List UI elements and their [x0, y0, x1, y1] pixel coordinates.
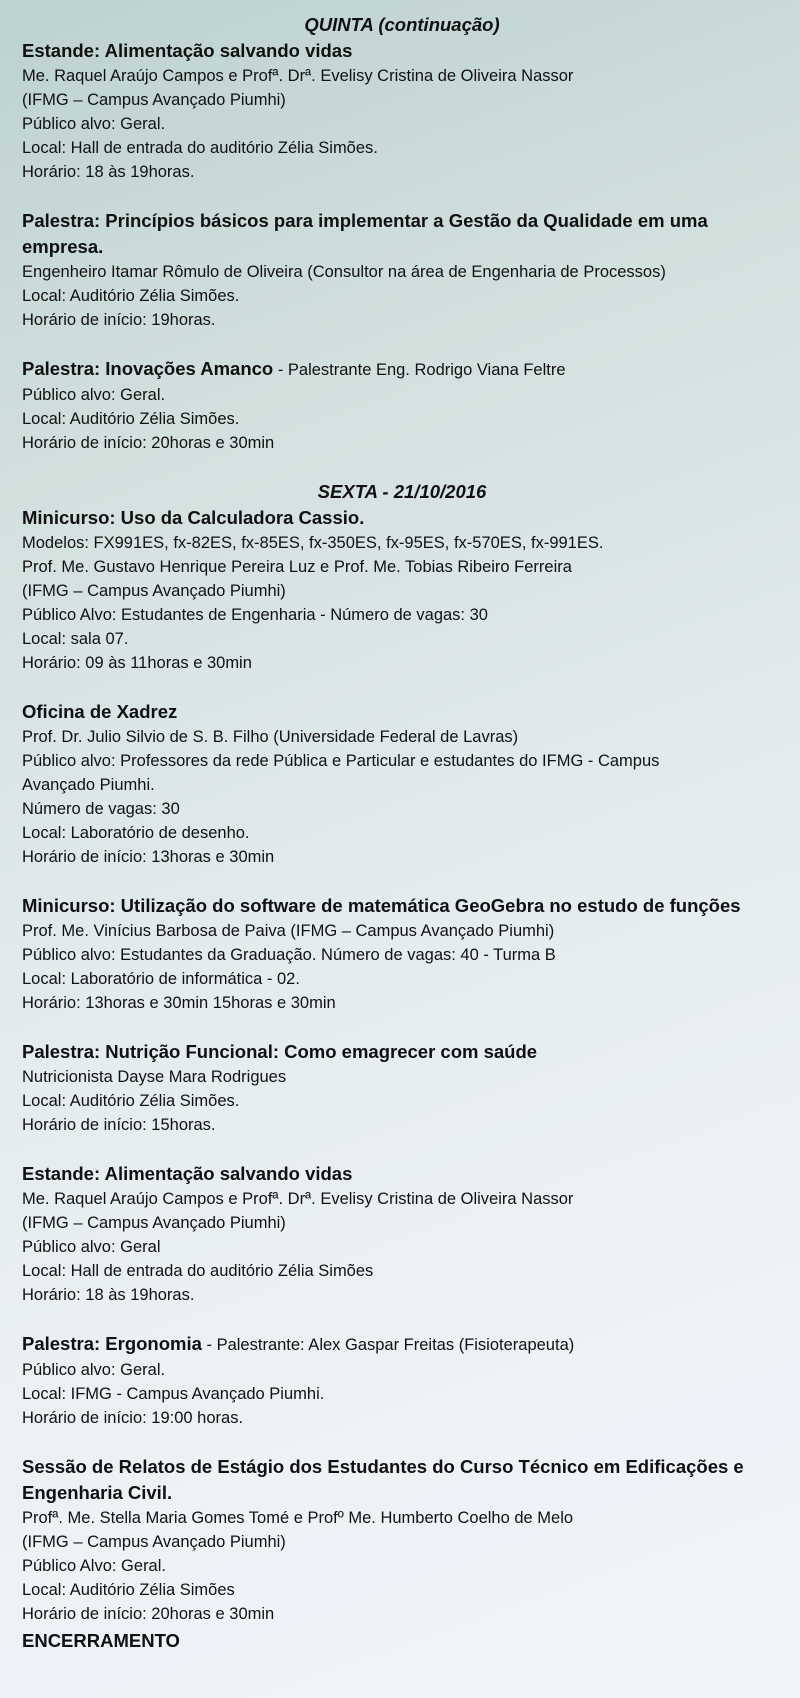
event-audience-continued: Avançado Piumhi.	[22, 776, 155, 794]
event-location: Local: Hall de entrada do auditório Zélia Simões	[22, 1262, 374, 1280]
event-institution: (IFMG – Campus Avançado Piumhi)	[22, 1214, 286, 1232]
event-time: Horário: 13horas e 30min 15horas e 30min	[22, 994, 336, 1012]
event-location: Local: Auditório Zélia Simões	[22, 1581, 235, 1599]
event-title: Palestra: Nutrição Funcional: Como emagrecer com saúde	[22, 1041, 538, 1062]
closing-label: ENCERRAMENTO	[22, 1630, 180, 1651]
event-audience: Público alvo: Geral	[22, 1238, 161, 1256]
event-title: Estande: Alimentação salvando vidas	[22, 40, 353, 61]
event-location: Local: Auditório Zélia Simões.	[22, 410, 240, 428]
event-seats: Número de vagas: 30	[22, 800, 180, 818]
event-title: Estande: Alimentação salvando vidas	[22, 1163, 353, 1184]
event-time: Horário de início: 19:00 horas.	[22, 1409, 244, 1427]
day-heading-sexta: SEXTA - 21/10/2016	[317, 481, 487, 502]
event-sessao-relatos-estagio	[22, 1454, 792, 1626]
event-estande-sexta	[22, 1161, 792, 1307]
event-location: Local: Auditório Zélia Simões.	[22, 287, 240, 305]
event-palestra-ergonomia	[22, 1331, 792, 1430]
event-audience: Público alvo: Estudantes da Graduação. Número de vagas: 40 - Turma B	[22, 946, 556, 964]
event-time: Horário de início: 20horas e 30min	[22, 434, 275, 452]
event-time: Horário de início: 20horas e 30min	[22, 1605, 275, 1623]
event-speakers: Profª. Me. Stella Maria Gomes Tomé e Profº Me. Humberto Coelho de Melo	[22, 1509, 574, 1527]
event-time: Horário: 18 às 19horas.	[22, 163, 195, 181]
event-title: Sessão de Relatos de Estágio dos Estudantes do Curso Técnico em Edificações e Engenharia Civil.	[22, 1456, 744, 1503]
event-palestra-nutricao	[22, 1039, 792, 1137]
event-time: Horário: 09 às 11horas e 30min	[22, 654, 252, 672]
day-heading-quinta: QUINTA (continuação)	[304, 14, 500, 35]
event-title-speaker: - Palestrante Eng. Rodrigo Viana Feltre	[273, 361, 566, 379]
event-title: Palestra: Inovações Amanco - Palestrante Eng. Rodrigo Viana Feltre	[22, 358, 566, 379]
event-location: Local: Hall de entrada do auditório Zélia Simões.	[22, 139, 378, 157]
event-title: Oficina de Xadrez	[22, 701, 178, 722]
event-audience: Público alvo: Geral.	[22, 386, 166, 404]
event-speakers: Me. Raquel Araújo Campos e Profª. Drª. Evelisy Cristina de Oliveira Nassor	[22, 67, 574, 85]
event-oficina-xadrez	[22, 699, 792, 869]
event-audience: Público alvo: Geral.	[22, 115, 166, 133]
event-location: Local: sala 07.	[22, 630, 129, 648]
event-institution: (IFMG – Campus Avançado Piumhi)	[22, 91, 286, 109]
event-audience: Público Alvo: Estudantes de Engenharia - Número de vagas: 30	[22, 606, 488, 624]
event-minicurso-calculadora	[22, 505, 792, 675]
event-location: Local: Auditório Zélia Simões.	[22, 1092, 240, 1110]
event-speakers: Prof. Me. Gustavo Henrique Pereira Luz e Prof. Me. Tobias Ribeiro Ferreira	[22, 558, 572, 576]
event-audience: Público Alvo: Geral.	[22, 1557, 166, 1575]
event-minicurso-geogebra	[22, 893, 792, 1015]
schedule-page	[22, 12, 792, 1654]
event-audience: Público alvo: Professores da rede Pública e Particular e estudantes do IFMG - Campus	[22, 752, 660, 770]
event-institution: (IFMG – Campus Avançado Piumhi)	[22, 582, 286, 600]
event-title: Minicurso: Uso da Calculadora Cassio.	[22, 507, 365, 528]
event-time: Horário de início: 19horas.	[22, 311, 216, 329]
event-location: Local: IFMG - Campus Avançado Piumhi.	[22, 1385, 325, 1403]
event-estande-quinta	[22, 38, 792, 184]
event-speakers: Engenheiro Itamar Rômulo de Oliveira (Consultor na área de Engenharia de Processos)	[22, 263, 666, 281]
event-speakers: Nutricionista Dayse Mara Rodrigues	[22, 1068, 287, 1086]
event-speakers: Prof. Me. Vinícius Barbosa de Paiva (IFMG – Campus Avançado Piumhi)	[22, 922, 555, 940]
event-audience: Público alvo: Geral.	[22, 1361, 166, 1379]
event-location: Local: Laboratório de informática - 02.	[22, 970, 300, 988]
event-time: Horário: 18 às 19horas.	[22, 1286, 195, 1304]
event-time: Horário de início: 15horas.	[22, 1116, 216, 1134]
event-time: Horário de início: 13horas e 30min	[22, 848, 275, 866]
event-speakers: Prof. Dr. Julio Silvio de S. B. Filho (Universidade Federal de Lavras)	[22, 728, 519, 746]
event-palestra-gestao-qualidade	[22, 208, 792, 332]
event-location: Local: Laboratório de desenho.	[22, 824, 250, 842]
event-title: Palestra: Ergonomia - Palestrante: Alex Gaspar Freitas (Fisioterapeuta)	[22, 1333, 575, 1354]
event-institution: (IFMG – Campus Avançado Piumhi)	[22, 1533, 286, 1551]
event-palestra-inovacoes-amanco	[22, 356, 792, 455]
event-title: Palestra: Princípios básicos para implementar a Gestão da Qualidade em uma empresa.	[22, 210, 708, 257]
event-title: Minicurso: Utilização do software de matemática GeoGebra no estudo de funções	[22, 895, 741, 916]
event-speakers: Me. Raquel Araújo Campos e Profª. Drª. Evelisy Cristina de Oliveira Nassor	[22, 1190, 574, 1208]
event-models: Modelos: FX991ES, fx-82ES, fx-85ES, fx-350ES, fx-95ES, fx-570ES, fx-991ES.	[22, 534, 604, 552]
event-title-speaker: - Palestrante: Alex Gaspar Freitas (Fisioterapeuta)	[201, 1336, 575, 1354]
